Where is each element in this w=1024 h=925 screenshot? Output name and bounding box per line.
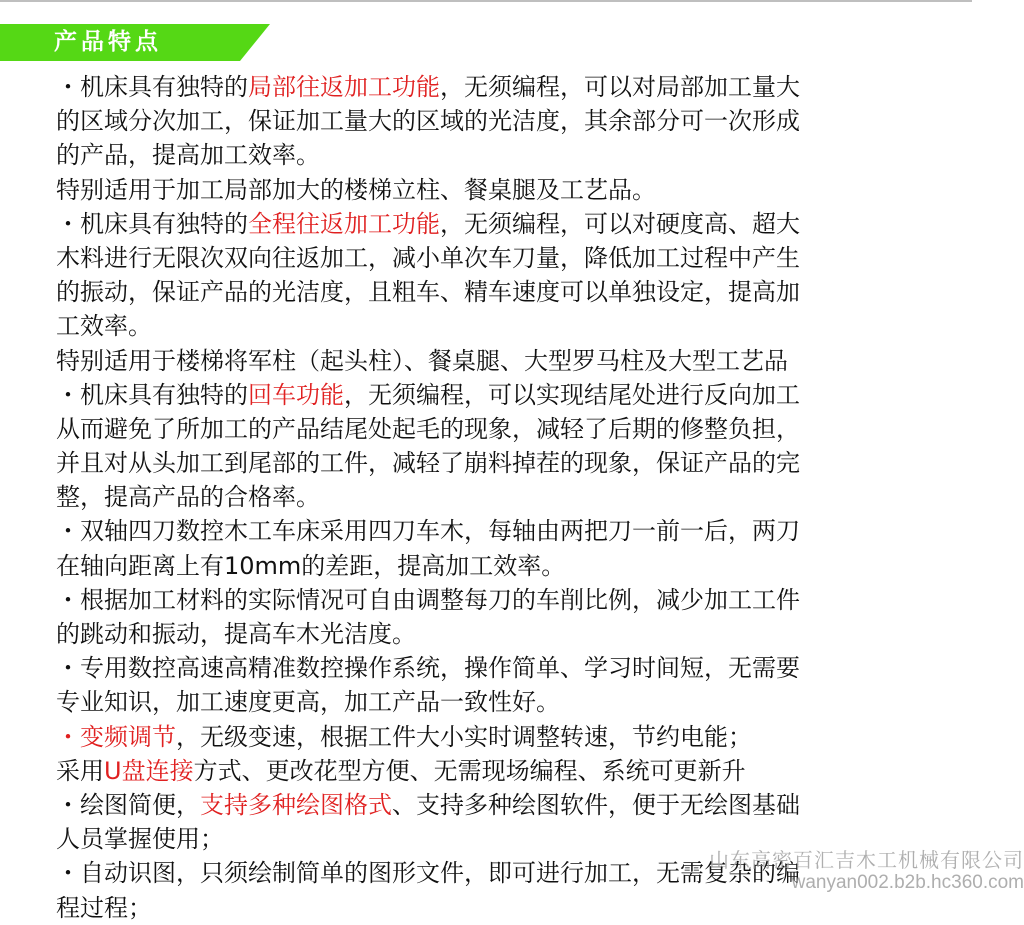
text-line bbox=[56, 344, 976, 378]
highlight-text: ・ bbox=[56, 722, 80, 751]
section-banner bbox=[0, 24, 270, 61]
body-text: ・机床具有独特的 bbox=[56, 73, 248, 101]
body-text: ，无须编程，可以实现结尾处进行反向加工 bbox=[344, 380, 800, 409]
body-text: ・机床具有独特的 bbox=[56, 209, 248, 238]
body-text: 的振动，保证产品的光洁度，且粗车、精车速度可以单独设定，提高加 bbox=[56, 278, 800, 307]
body-text: 从而避免了所加工的产品结尾处起毛的现象，减轻了后期的修整负担， bbox=[56, 414, 800, 443]
watermark-url: wanyan002.b2b.hc360.com bbox=[791, 872, 1024, 893]
body-text: ，无级变速，根据工件大小实时调整转速，节约电能； bbox=[176, 722, 752, 751]
body-text: 专业知识，加工速度更高，加工产品一致性好。 bbox=[56, 688, 560, 717]
text-line bbox=[56, 275, 976, 309]
body-text: 并且对从头加工到尾部的工件，减轻了崩料掉茬的现象，保证产品的完 bbox=[56, 449, 800, 478]
text-line bbox=[56, 651, 976, 685]
body-text: 在轴向距离上有10mm的差距，提高加工效率。 bbox=[56, 551, 566, 580]
body-text: 程过程； bbox=[56, 893, 152, 922]
text-line bbox=[56, 412, 976, 446]
text-line bbox=[56, 583, 976, 617]
body-text: ，无须编程，可以对局部加工量大 bbox=[440, 73, 800, 101]
body-text: 的跳动和振动，提高车木光洁度。 bbox=[56, 620, 416, 648]
section-title: 产品特点 bbox=[54, 29, 162, 55]
text-line bbox=[56, 754, 976, 788]
text-line bbox=[56, 378, 976, 412]
body-text: ・机床具有独特的 bbox=[56, 380, 248, 409]
text-line bbox=[56, 720, 976, 754]
body-text: 采用 bbox=[56, 756, 104, 785]
body-text: 整，提高产品的合格率。 bbox=[56, 483, 320, 512]
text-line bbox=[56, 514, 976, 548]
text-line bbox=[56, 891, 976, 925]
body-text: ・双轴四刀数控木工车床采用四刀车木，每轴由两把刀一前一后，两刀 bbox=[56, 517, 800, 546]
features-text-block bbox=[56, 70, 976, 925]
highlight-text: 支持多种绘图格式 bbox=[200, 790, 392, 819]
text-line bbox=[56, 70, 976, 104]
body-text: 木料进行无限次双向往返加工，减小单次车刀量，降低加工过程中产生 bbox=[56, 243, 800, 272]
body-text: ，无须编程，可以对硬度高、超大 bbox=[440, 209, 800, 238]
body-text: ・根据加工材料的实际情况可自由调整每刀的车削比例，减少加工工件 bbox=[56, 585, 800, 614]
body-text: 特别适用于加工局部加大的楼梯立柱、餐桌腿及工艺品。 bbox=[56, 175, 656, 204]
highlight-text: 变频调节 bbox=[80, 722, 176, 751]
highlight-text: U盘连接 bbox=[104, 756, 194, 785]
text-line bbox=[56, 480, 976, 514]
text-line bbox=[56, 138, 976, 172]
text-line bbox=[56, 309, 976, 343]
text-line bbox=[56, 241, 976, 275]
text-line bbox=[56, 446, 976, 480]
body-text: ・自动识图，只须绘制简单的图形文件，即可进行加工，无需复杂的编 bbox=[56, 859, 800, 888]
highlight-text: 全程往返加工功能 bbox=[248, 209, 440, 238]
text-line bbox=[56, 207, 976, 241]
body-text: 的区域分次加工，保证加工量大的区域的光洁度，其余部分可一次形成 bbox=[56, 107, 800, 136]
body-text: 人员掌握使用； bbox=[56, 825, 224, 854]
body-text: 特别适用于楼梯将军柱（起头柱）、餐桌腿、大型罗马柱及大型工艺品 bbox=[56, 346, 788, 375]
body-text: 方式、更改花型方便、无需现场编程、系统可更新升 bbox=[193, 756, 746, 785]
watermark-company: 山东高密百汇吉木工机械有限公司 bbox=[709, 850, 1024, 872]
text-line bbox=[56, 104, 976, 138]
text-line bbox=[56, 788, 976, 822]
body-text: 、支持多种绘图软件，便于无绘图基础 bbox=[392, 790, 800, 819]
text-line bbox=[56, 173, 976, 207]
body-text: 工效率。 bbox=[56, 312, 152, 341]
body-text: ・绘图简便， bbox=[56, 790, 200, 819]
body-text: 的产品，提高加工效率。 bbox=[56, 141, 320, 170]
highlight-text: 局部往返加工功能 bbox=[248, 73, 440, 101]
highlight-text: 回车功能 bbox=[248, 380, 344, 409]
top-divider bbox=[0, 0, 972, 2]
text-line bbox=[56, 685, 976, 719]
body-text: ・专用数控高速高精准数控操作系统，操作简单、学习时间短，无需要 bbox=[56, 654, 800, 683]
text-line bbox=[56, 617, 976, 651]
text-line bbox=[56, 549, 976, 583]
watermark bbox=[660, 850, 1024, 894]
